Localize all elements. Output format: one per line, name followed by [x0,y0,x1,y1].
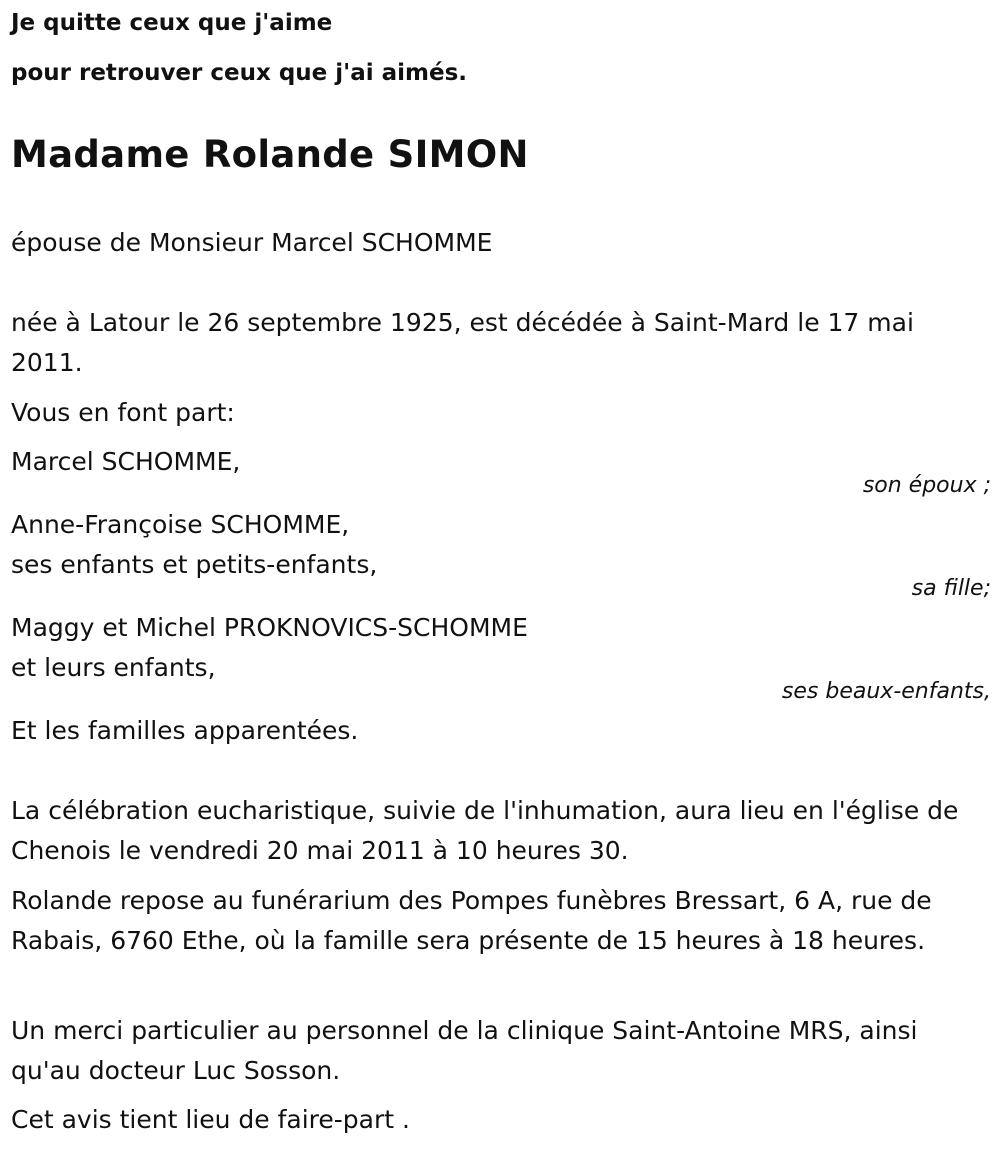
birth-death-line: née à Latour le 26 septembre 1925, est décédée à Saint-Mard le 17 mai 2011. [11,308,914,377]
family-member-relation: son époux ; [862,473,991,498]
family-member-detail: et leurs enfants, [11,653,216,682]
funeral-home-details: Rolande repose au funérarium des Pompes funèbres Bressart, 6 A, rue de Rabais, 6760 Ethe, où la famille sera présente de 15 heures à 18 heures. [11,886,932,955]
notice-statement: Cet avis tient lieu de faire-part . [11,1105,410,1134]
epitaph-line-2: pour retrouver ceux que j'ai aimés. [11,60,468,86]
family-member-relation: ses beaux-enfants, [781,679,991,704]
thanks-message: Un merci particulier au personnel de la clinique Saint-Antoine MRS, ainsi qu'au docteur Luc Sosson. [11,1016,918,1085]
epitaph-line-1: Je quitte ceux que j'aime [11,10,333,36]
family-member-name: Marcel SCHOMME, [11,447,241,476]
family-member-name: Maggy et Michel PROKNOVICS-SCHOMME [11,613,528,642]
family-member-detail: ses enfants et petits-enfants, [11,550,378,579]
announcement-intro: Vous en font part: [11,398,235,427]
family-member-name: Anne-Françoise SCHOMME, [11,510,350,539]
family-member-relation: sa fille; [911,576,991,601]
spouse-line: épouse de Monsieur Marcel SCHOMME [11,228,493,257]
related-families: Et les familles apparentées. [11,716,359,745]
ceremony-details: La célébration eucharistique, suivie de l'inhumation, aura lieu en l'église de Chenois le vendredi 20 mai 2011 à 10 heures 30. [11,796,959,865]
deceased-name: Madame Rolande SIMON [11,133,529,176]
